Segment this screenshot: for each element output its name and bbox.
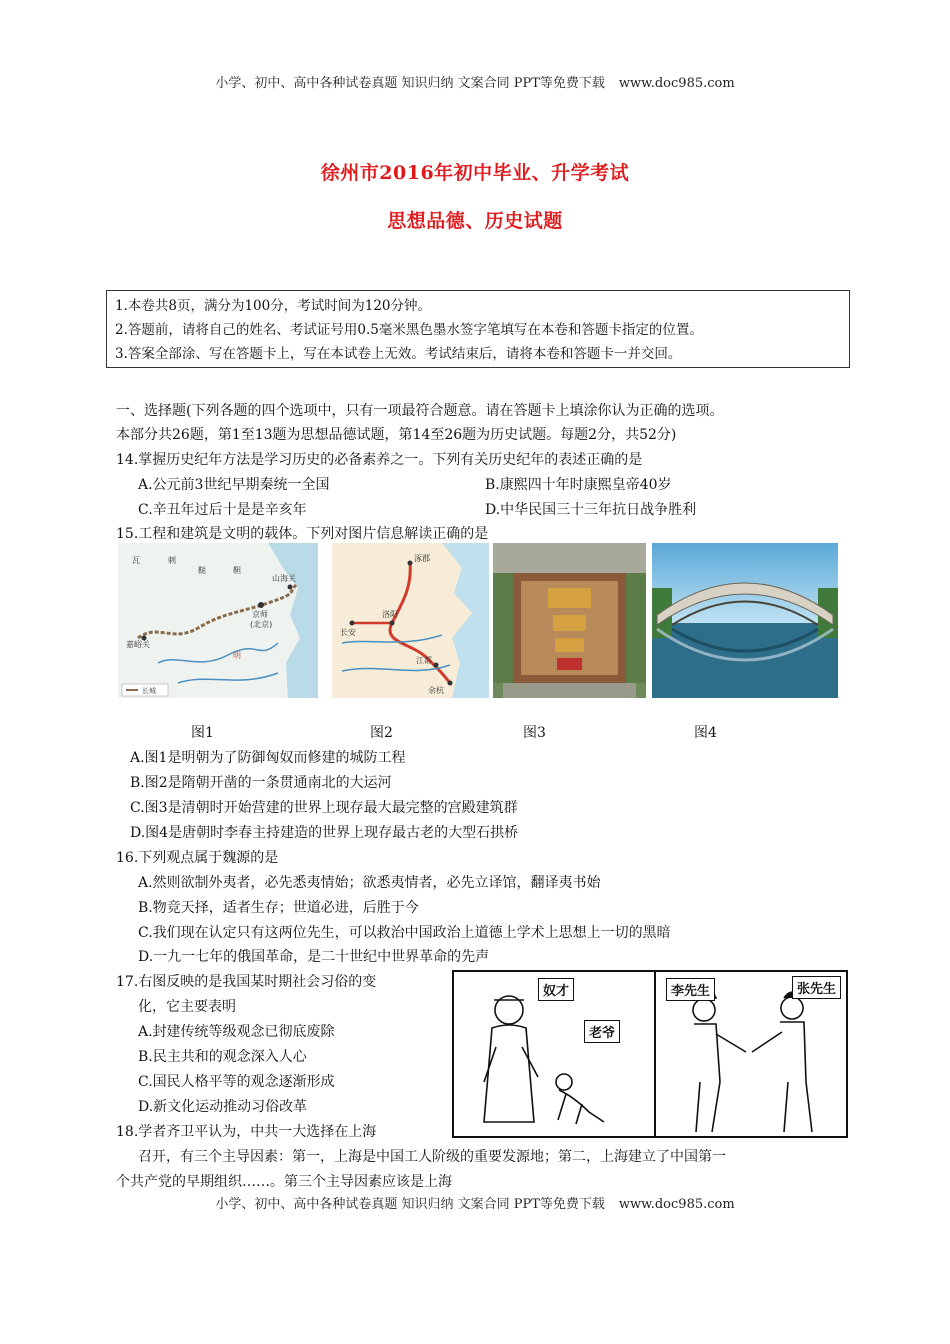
footer-text: 小学、初中、高中各种试卷真题 知识归纳 文案合同 PPT等免费下载	[215, 1197, 605, 1212]
cartoon-label-mr-zhang: 张先生	[792, 976, 841, 999]
question-stem: 14.掌握历史纪年方法是学习历史的必备素养之一。下列有关历史纪年的表述正确的是	[116, 452, 643, 468]
question-stem: 18.学者齐卫平认为，中共一大选择在上海	[116, 1124, 377, 1140]
notice-item: 1.本卷共8页，满分为100分，考试时间为120分钟。	[115, 298, 432, 314]
map1-label: 明	[233, 651, 241, 660]
map2-label: 余杭	[428, 686, 444, 695]
figure-caption: 图3	[523, 725, 546, 741]
option-d: D.新文化运动推动习俗改革	[138, 1099, 308, 1115]
cartoon-label-mr-li: 李先生	[666, 978, 715, 1001]
header-site[interactable]: www.doc985.com	[618, 76, 735, 91]
option-d: D.中华民国三十三年抗日战争胜利	[485, 502, 697, 518]
footer-site[interactable]: www.doc985.com	[618, 1197, 735, 1212]
notice-item: 3.答案全部涂、写在答题卡上，写在本试卷上无效。考试结束后，请将本卷和答题卡一并交回。	[115, 346, 682, 362]
map1-label: 靼	[233, 566, 241, 575]
figure-caption: 图1	[191, 725, 214, 741]
option-b: B.民主共和的观念深入人心	[138, 1049, 307, 1065]
map1-legend: 长城	[142, 687, 156, 695]
question-stem: 个共产党的早期组织……。第三个主导因素应该是上海	[116, 1174, 452, 1190]
cartoon-label-servant: 奴才	[538, 978, 574, 1001]
header-text: 小学、初中、高中各种试卷真题 知识归纳 文案合同 PPT等免费下载	[215, 76, 605, 91]
map1-label: 京师	[252, 610, 268, 619]
question-stem: 15.工程和建筑是文明的载体。下列对图片信息解读正确的是	[116, 526, 489, 542]
map2-label: 长安	[340, 628, 356, 637]
option-c: C.国民人格平等的观念逐渐形成	[138, 1074, 335, 1090]
map1-label: 瓦	[132, 556, 140, 565]
option-c: C.辛丑年过后十是是辛亥年	[138, 502, 307, 518]
option-c: C.我们现在认定只有这两位先生，可以救治中国政治上道德上学术上思想上一切的黑暗	[138, 925, 671, 941]
exam-title: 徐州市2016年初中毕业、升学考试	[320, 162, 630, 184]
question-stem: 召开，有三个主导因素：第一，上海是中国工人阶级的重要发源地；第二，上海建立了中国第一	[138, 1149, 726, 1165]
notice-box	[106, 290, 850, 368]
map2-label: 涿郡	[414, 554, 430, 563]
option-b: B.康熙四十年时康熙皇帝40岁	[485, 477, 672, 493]
figure-caption: 图2	[370, 725, 393, 741]
question-stem: 化，它主要表明	[138, 999, 236, 1015]
option-a: A.然则欲制外夷者，必先悉夷情始；欲悉夷情者，必先立译馆，翻译夷书始	[138, 875, 601, 891]
question-stem: 17.右图反映的是我国某时期社会习俗的变	[116, 974, 377, 990]
map1-label: 嘉峪关	[126, 640, 150, 649]
map1-label: 鞑	[198, 566, 206, 575]
option-b: B.物竞天择，适者生存；世道必进，后胜于今	[138, 900, 419, 916]
page-header	[0, 72, 950, 91]
option-c: C.图3是清朝时开始营建的世界上现存最大最完整的宫殿建筑群	[130, 800, 518, 816]
cartoon-label-master: 老爷	[584, 1020, 620, 1043]
figure-4-bridge-photo	[652, 543, 838, 698]
notice-item: 2.答题前，请将自己的姓名、考试证号用0.5毫米黑色墨水签字笔填写在本卷和答题卡指定的位置。	[115, 322, 703, 338]
option-b: B.图2是隋朝开凿的一条贯通南北的大运河	[130, 775, 392, 791]
q17-cartoon	[452, 970, 848, 1138]
section-instruction: 一、选择题(下列各题的四个选项中，只有一项最符合题意。请在答题卡上填涂你认为正确的选项。	[116, 403, 724, 419]
map1-label: 剌	[168, 556, 176, 565]
figure-caption: 图4	[694, 725, 717, 741]
figure-1-great-wall-map	[118, 543, 318, 698]
option-d: D.一九一七年的俄国革命，是二十世纪中世界革命的先声	[138, 949, 490, 965]
page-footer	[0, 1193, 950, 1212]
figure-2-canal-map	[332, 543, 489, 698]
figure-3-palace-photo	[493, 543, 646, 698]
question-stem: 16.下列观点属于魏源的是	[116, 850, 279, 866]
map1-label: (北京)	[250, 620, 273, 629]
map2-label: 洛阳	[382, 610, 398, 619]
option-d: D.图4是唐朝时李春主持建造的世界上现存最古老的大型石拱桥	[130, 825, 519, 841]
option-a: A.封建传统等级观念已彻底废除	[138, 1024, 335, 1040]
map1-label: 山海关	[272, 574, 296, 583]
section-instruction: 本部分共26题，第1至13题为思想品德试题，第14至26题为历史试题。每题2分，共52分)	[116, 427, 677, 443]
option-a: A.图1是明朝为了防御匈奴而修建的城防工程	[130, 750, 406, 766]
map2-label: 江都	[416, 656, 432, 665]
option-a: A.公元前3世纪早期秦统一全国	[138, 477, 330, 493]
exam-subtitle: 思想品德、历史试题	[387, 210, 563, 232]
